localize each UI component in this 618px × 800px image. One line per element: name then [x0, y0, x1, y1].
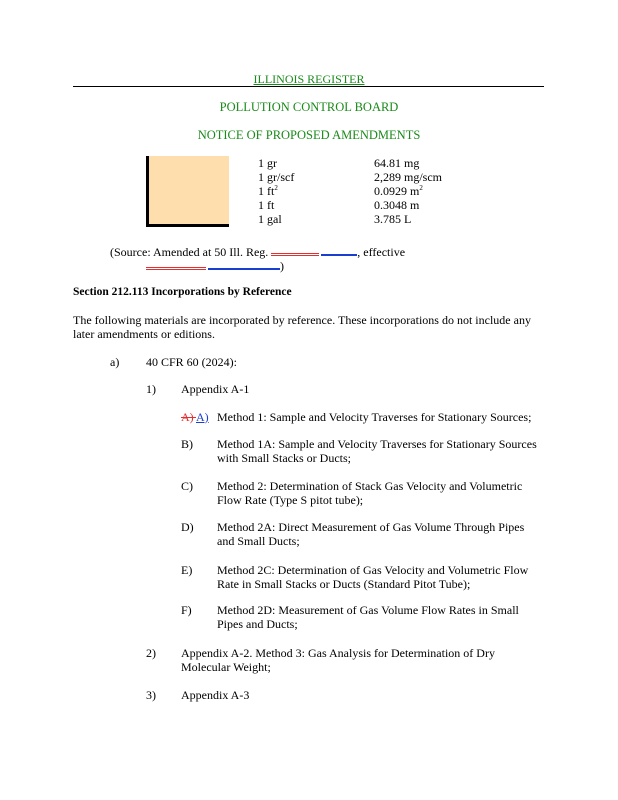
inserted-blank — [208, 259, 280, 270]
sub-item-A-label — [181, 410, 209, 425]
item-2-text: Appendix A-2. Method 3: Gas Analysis for Determination of Dry Molecular Weight; — [181, 646, 495, 674]
header-rule — [73, 86, 544, 87]
deleted-blank — [146, 258, 206, 270]
value-row: 0.0929 $m^2$ — [374, 184, 423, 198]
item-1-text: Appendix A-1 — [181, 382, 250, 396]
value-row: 0.3048 m — [374, 198, 420, 212]
sub-item-A-text: Method 1: Sample and Velocity Traverses for Stationary Sources; — [217, 410, 532, 424]
inserted-blank — [321, 245, 357, 256]
value-row: 3.785 L — [374, 212, 412, 226]
item-3-text: Appendix A-3 — [181, 688, 250, 702]
value-row: 2,289 mg/scm — [374, 170, 442, 184]
sub-item-E-label: E) — [181, 563, 193, 577]
unit-row: 1 ft — [258, 198, 275, 212]
item-1-label: 1) — [146, 382, 156, 396]
sub-item-F-label: F) — [181, 603, 192, 617]
sub-item-B-label: B) — [181, 437, 193, 451]
value-row: 64.81 mg — [374, 156, 420, 170]
source-note: (Source: Amended at 50 Ill. Reg. , effective — [110, 245, 406, 259]
sub-item-F-text: Method 2D: Measurement of Gas Volume Flow Rates in Small Pipes and Ducts; — [217, 603, 519, 631]
inserted-label: A) — [196, 410, 209, 424]
sub-item-E-text: Method 2C: Determination of Gas Velocity and Volumetric Flow Rate in Small Stacks or Ducts (Standard Pitot Tube); — [217, 563, 529, 591]
unit-row: 1 $ft^2$ — [258, 184, 278, 198]
sub-item-D-text: Method 2A: Direct Measurement of Gas Volume Through Pipes and Small Ducts; — [217, 520, 525, 548]
register-title: ILLINOIS REGISTER — [253, 72, 365, 86]
item-3-label: 3) — [146, 688, 156, 702]
unit-row: 1 gal — [258, 212, 282, 226]
board-title: POLLUTION CONTROL BOARD — [219, 100, 399, 114]
unit-row: 1 gr/scf — [258, 170, 295, 184]
color-swatch — [146, 156, 229, 227]
item-a-label: a) — [110, 355, 120, 369]
conversion-units — [258, 156, 294, 226]
sub-item-D-label: D) — [181, 520, 194, 534]
section-heading: Section 212.113 Incorporations by Reference — [73, 286, 292, 298]
item-2-label: 2) — [146, 646, 156, 660]
intro-paragraph: The following materials are incorporated by reference. These incorporations do not include any later amendments or editions. — [73, 313, 531, 341]
sub-item-C-label: C) — [181, 479, 193, 493]
deleted-blank — [271, 244, 319, 256]
source-note-continued: ) — [146, 258, 284, 274]
notice-title: NOTICE OF PROPOSED AMENDMENTS — [197, 128, 421, 142]
unit-row: 1 gr — [258, 156, 277, 170]
item-a-text: 40 CFR 60 (2024): — [146, 355, 238, 369]
sub-item-B-text: Method 1A: Sample and Velocity Traverses for Stationary Sources with Small Stacks or Ducts; — [217, 437, 537, 465]
conversion-values — [374, 156, 442, 226]
sub-item-C-text: Method 2: Determination of Stack Gas Velocity and Volumetric Flow Rate (Type S pitot tube); — [217, 479, 523, 507]
struck-label: A) — [181, 410, 196, 424]
